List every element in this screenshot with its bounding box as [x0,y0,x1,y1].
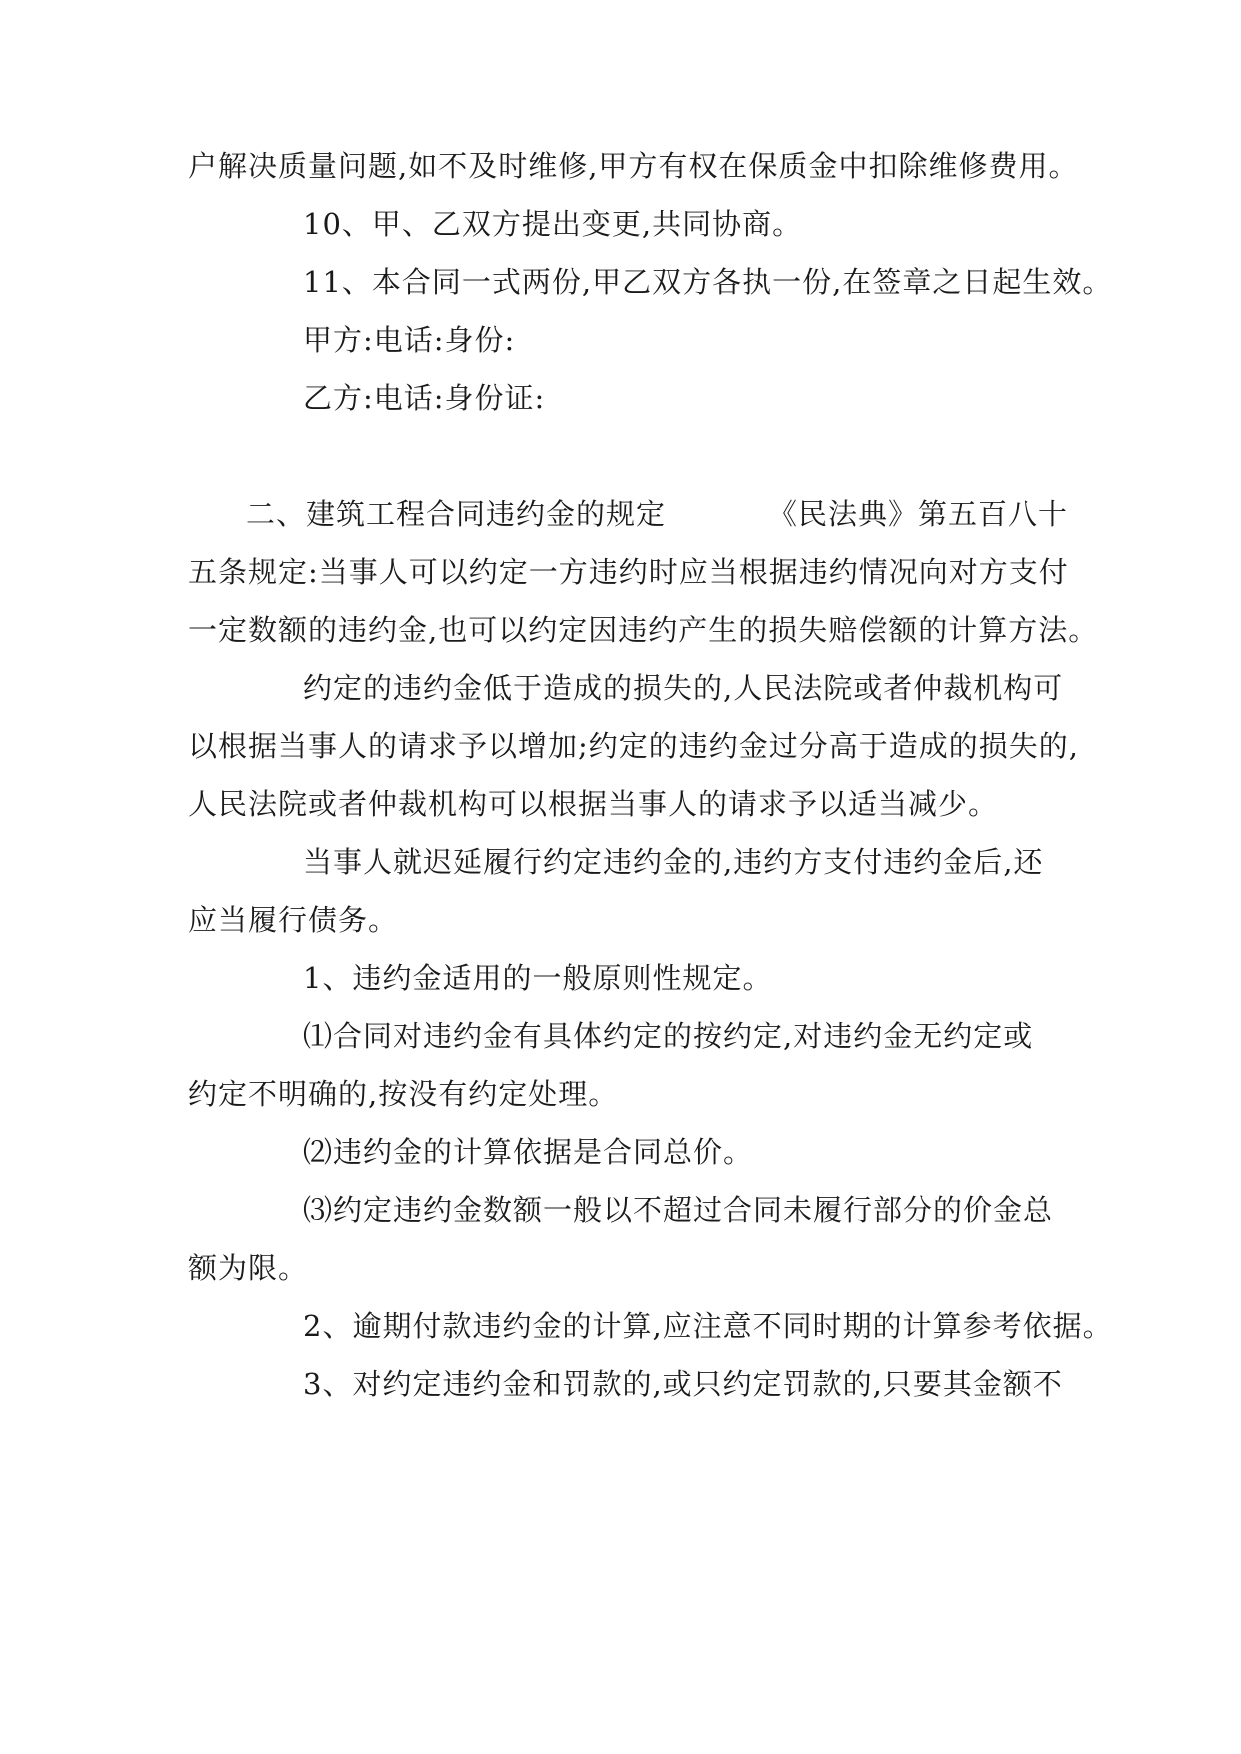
signature-line-party-a: 甲方:电话:身份: [303,323,516,357]
paragraph-line: 约定的违约金低于造成的损失的,人民法院或者仲裁机构可 [303,671,1064,705]
list-item: ⑴合同对违约金有具体约定的按约定,对违约金无约定或 [303,1019,1034,1053]
paragraph-line: 应当履行债务。 [188,903,399,937]
list-item: ⑶约定违约金数额一般以不超过合同未履行部分的价金总 [303,1193,1054,1227]
paragraph-line: 以根据当事人的请求予以增加;约定的违约金过分高于造成的损失的, [188,729,1079,763]
paragraph-line: 额为限。 [188,1251,309,1285]
section-heading: 二、建筑工程合同违约金的规定 [246,497,667,531]
list-item: ⑵违约金的计算依据是合同总价。 [303,1135,754,1169]
signature-line-party-b: 乙方:电话:身份证: [303,381,546,415]
paragraph-line: 五条规定:当事人可以约定一方违约时应当根据违约情况向对方支付 [188,555,1069,589]
paragraph-line: 10、甲、乙双方提出变更,共同协商。 [303,207,803,241]
list-item: 2、逾期付款违约金的计算,应注意不同时期的计算参考依据。 [303,1309,1113,1343]
paragraph-line: 约定不明确的,按没有约定处理。 [188,1077,619,1111]
paragraph-line: 当事人就迟延履行约定违约金的,违约方支付违约金后,还 [303,845,1044,879]
paragraph-line: 一定数额的违约金,也可以约定因违约产生的损失赔偿额的计算方法。 [188,613,1099,647]
paragraph-line: 人民法院或者仲裁机构可以根据当事人的请求予以适当减少。 [188,787,999,821]
paragraph-line: 户解决质量问题,如不及时维修,甲方有权在保质金中扣除维修费用。 [188,149,1079,183]
list-item: 1、违约金适用的一般原则性规定。 [303,961,773,995]
list-item: 3、对约定违约金和罚款的,或只约定罚款的,只要其金额不 [303,1367,1063,1401]
paragraph-line: 11、本合同一式两份,甲乙双方各执一份,在签章之日起生效。 [303,265,1113,299]
paragraph-line: 《民法典》第五百八十 [768,497,1069,531]
